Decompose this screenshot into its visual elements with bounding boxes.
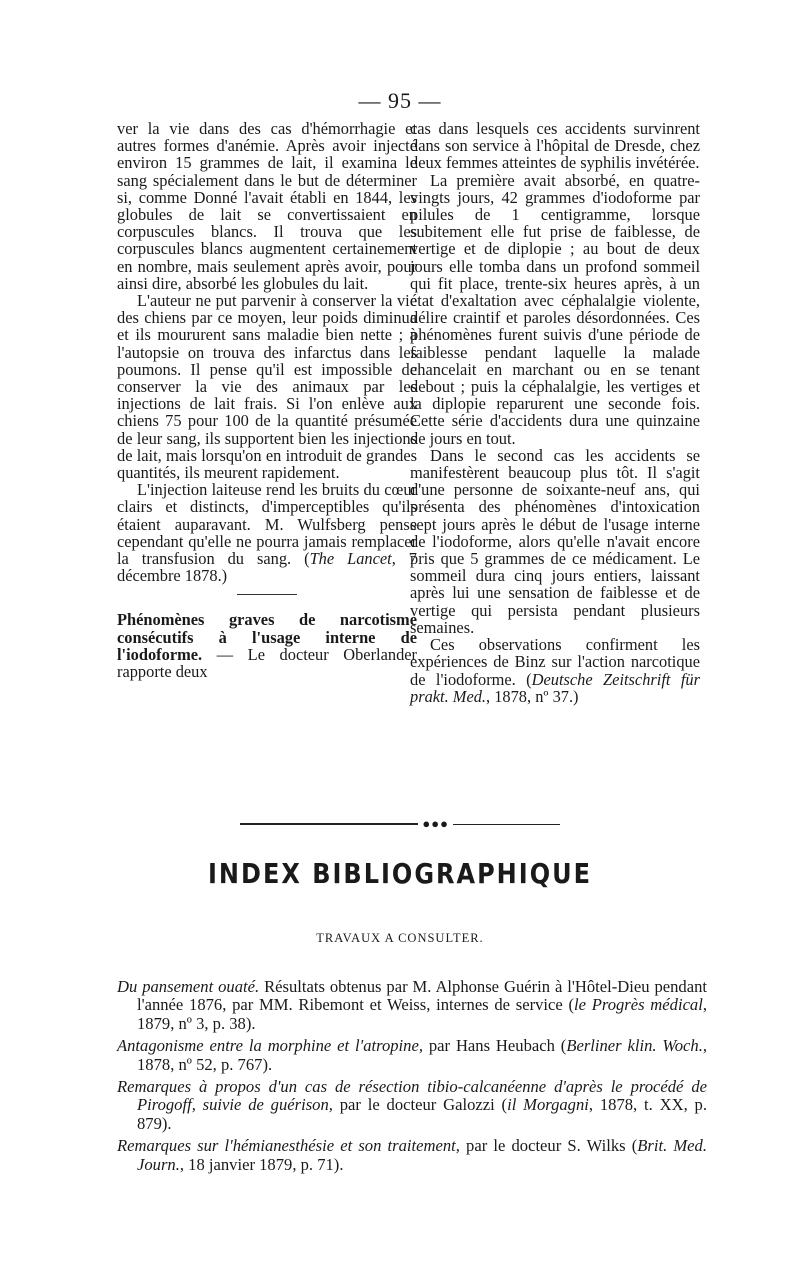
article-separator <box>237 594 297 595</box>
reference-title: Remarques sur l'hémianesthésie et son traitement, <box>117 1136 460 1156</box>
right-paragraph-4-text: Ces observations confirment les expériences de Binz sur l'action narcotique de l'iodoforme. ( <box>410 635 700 689</box>
reference-text-end: , 18 janvier 1879, p. 71). <box>179 1154 344 1174</box>
section-heading: Phénomènes graves de narcotisme consécutifs à l'usage interne de l'iodoforme. <box>117 610 417 664</box>
reference-title: Remarques à propos d'un cas de résection tibio-calcanéenne d'après le procédé de Pirogoff, suivie de guérison, <box>117 1077 707 1115</box>
reference-item <box>117 1078 707 1133</box>
reference-source: Berliner klin. Woch. <box>566 1036 703 1056</box>
section-heading-paragraph <box>117 611 417 680</box>
left-paragraph-3-text: L'injection laiteuse rend les bruits du cœur clairs et distincts, d'imperceptibles qu'ils étaient auparavant. M. Wulfsberg pense cependant qu'elle ne pourra jamais remplacer la transfusion du sang. ( <box>117 480 417 569</box>
reference-text-end: , 1878, t. XX, p. 879). <box>137 1095 707 1133</box>
reference-item <box>117 1137 707 1174</box>
section-start: — Le docteur Oberlander rapporte deux <box>117 644 417 682</box>
reference-title: Antagonisme entre la morphine et l'atropine, <box>117 1036 423 1056</box>
sub-title: TRAVAUX A CONSULTER. <box>316 931 484 945</box>
reference-item <box>117 1037 707 1074</box>
left-paragraph-1: ver la vie dans des cas d'hémorrhagie et autres formes d'anémie. Après avoir injecté environ 15 grammes de lait, il examina le sang spécialement dans le but de déterminer si, comme Donné l'avait établi en 1844, les globules de lait se convertissaient en corpuscules blancs. Il trouva que les corpuscules blancs augmentent certainement en nombre, mais seulement après avoir, pour ainsi dire, absorbé les globules du lait. <box>117 119 417 293</box>
right-paragraph-3: Dans le second cas les accidents se manifestèrent beaucoup plus tôt. Il s'agit d'une personne de soixante-neuf ans, qui présenta des phénomènes d'intoxication sept jours après le début de l'usage interne de l'iodoforme, alors qu'elle n'avait encore pris que 5 grammes de ce médicament. Le sommeil dura cinq jours entiers, laissant après lui une sensation de faiblesse et de vertige qui persista pendant plusieurs semaines. <box>410 445 700 637</box>
reference-text-end: , 1878, nº 52, p. 767). <box>137 1036 707 1074</box>
reference-source: il Morgagni <box>507 1095 589 1115</box>
right-paragraph-2: La première avait absorbé, en quatre-vingts jours, 42 grammes d'iodoforme par pilules de 1 centigramme, lorsque subitement elle fut prise de faiblesse, de vertige et de diplopie ; au bout de deux jours elle tomba dans un profond sommeil qui fit place, trente-six heures après, à un état d'exaltation avec céphalalgie violente, délire craintif et paroles désordonnées. Ces phénomènes furent suivis d'une période de faiblesse pendant laquelle la malade chancelait en marchant ou en se tenant debout ; puis la céphalalgie, les vertiges et la diplopie reparurent une seconde fois. Cette série d'accidents dura une quinzaine de jours en tout. <box>410 170 700 448</box>
deutsche-source: Deutsche Zeitschrift für prakt. Med. <box>410 669 700 706</box>
right-paragraph-4-end: , 1878, nº 37.) <box>486 686 579 706</box>
reference-text: par Hans Heubach ( <box>422 1036 567 1056</box>
section-ornament <box>240 818 560 830</box>
reference-source: le Progrès médical <box>574 995 703 1015</box>
reference-item <box>117 978 707 1033</box>
ornament-line-left <box>240 823 418 825</box>
right-column <box>410 120 700 705</box>
page-number: — 95 — <box>358 88 442 113</box>
reference-text-end: , 1879, nº 3, p. 38). <box>137 995 707 1033</box>
reference-source: Brit. Med. Journ. <box>137 1136 707 1174</box>
left-paragraph-3-end: , 7 décembre 1878.) <box>117 549 417 586</box>
reference-text: par le docteur Galozzi ( <box>332 1095 508 1115</box>
ornament-dots-icon: ●●● <box>422 816 449 831</box>
left-paragraph-3 <box>117 481 417 584</box>
lancet-source: The Lancet <box>309 549 392 569</box>
reference-list <box>117 978 707 1178</box>
index-title: INDEX BIBLIOGRAPHIQUE <box>208 857 592 891</box>
reference-text: Résultats obtenus par M. Alphonse Guérin à l'Hôtel-Dieu pendant l'année 1876, par MM. Ribemont et Weiss, internes de service ( <box>137 977 708 1015</box>
left-column <box>117 120 417 680</box>
right-paragraph-4 <box>410 636 700 705</box>
reference-text: par le docteur S. Wilks ( <box>459 1136 638 1156</box>
reference-title: Du pansement ouaté. <box>117 977 260 996</box>
right-paragraph-1: cas dans lesquels ces accidents survinrent dans son service à l'hôpital de Dresde, chez deux femmes atteintes de syphilis invétérée. <box>410 119 700 173</box>
left-paragraph-2: L'auteur ne put parvenir à conserver la vie des chiens par ce moyen, leur poids diminua et ils moururent sans maladie bien nette ; à l'autopsie on trouva des infarctus dans les poumons. Il pense qu'il est impossible de conserver la vie des animaux par les injections de lait frais. Si l'on enlève aux chiens 75 pour 100 de la quantité présumée de leur sang, ils supportent bien les injections de lait, mais lorsqu'on en introduit de grandes quantités, ils meurent rapidement. <box>117 291 417 483</box>
ornament-line-right <box>453 824 560 825</box>
